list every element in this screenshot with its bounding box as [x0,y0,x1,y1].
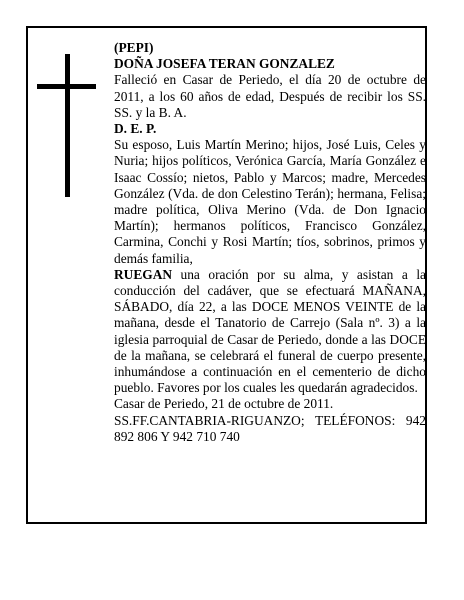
cross-icon [65,54,70,197]
dep-heading: D. E. P. [114,121,157,137]
deceased-name: DOÑA JOSEFA TERAN GONZALEZ [114,56,335,72]
funeral-home: SS.FF.CANTABRIA-RIGUANZO; TELÉFONOS: 942 892 806 Y 942 710 740 [114,412,426,444]
ruegan-label: RUEGAN [114,266,173,282]
cross-icon-bar [37,84,96,89]
obituary-text [114,40,426,445]
death-details: Falleció en Casar de Periedo, el día 20 de octubre de 2011, a los 60 años de edad, Después de recibir los SS. SS. y la B. A. [114,72,426,120]
place-date: Casar de Periedo, 21 de octubre de 2011. [114,396,334,412]
family-list: Su esposo, Luis Martín Merino; hijos, José Luis, Celes y Nuria; hijos políticos, Verónica García, María González e Isaac Cossío; nietos, Pablo y Marcos; madre, Mercedes González (Vda. de don Celestino Terán); hermana, Felisa; madre política, Oliva Merino (Vda. de Don Ignacio Martín); hermanos políticos, Francisco González, Carmina, Conchi y Rosi Martín; tíos, sobrinos, primos y demás familia, [114,137,426,266]
nickname: (PEPI) [114,40,154,55]
ruegan-paragraph [114,267,426,397]
ruegan-text: una oración por su alma, y asistan a la conducción del cadáver, que se efectuará MAÑANA, SÁBADO, día 22, a las DOCE MENOS VEINTE de la mañana, desde el Tanatorio de Carrejo (Sala nº. 3) a la iglesia parroquial de Casar de Periedo, donde a las DOCE de la mañana, se celebrará el funeral de cuerpo presente, inhumándose a continuación en el cementerio de dicho pueblo. Favores por los cuales les quedarán agradecidos. [114,266,426,396]
